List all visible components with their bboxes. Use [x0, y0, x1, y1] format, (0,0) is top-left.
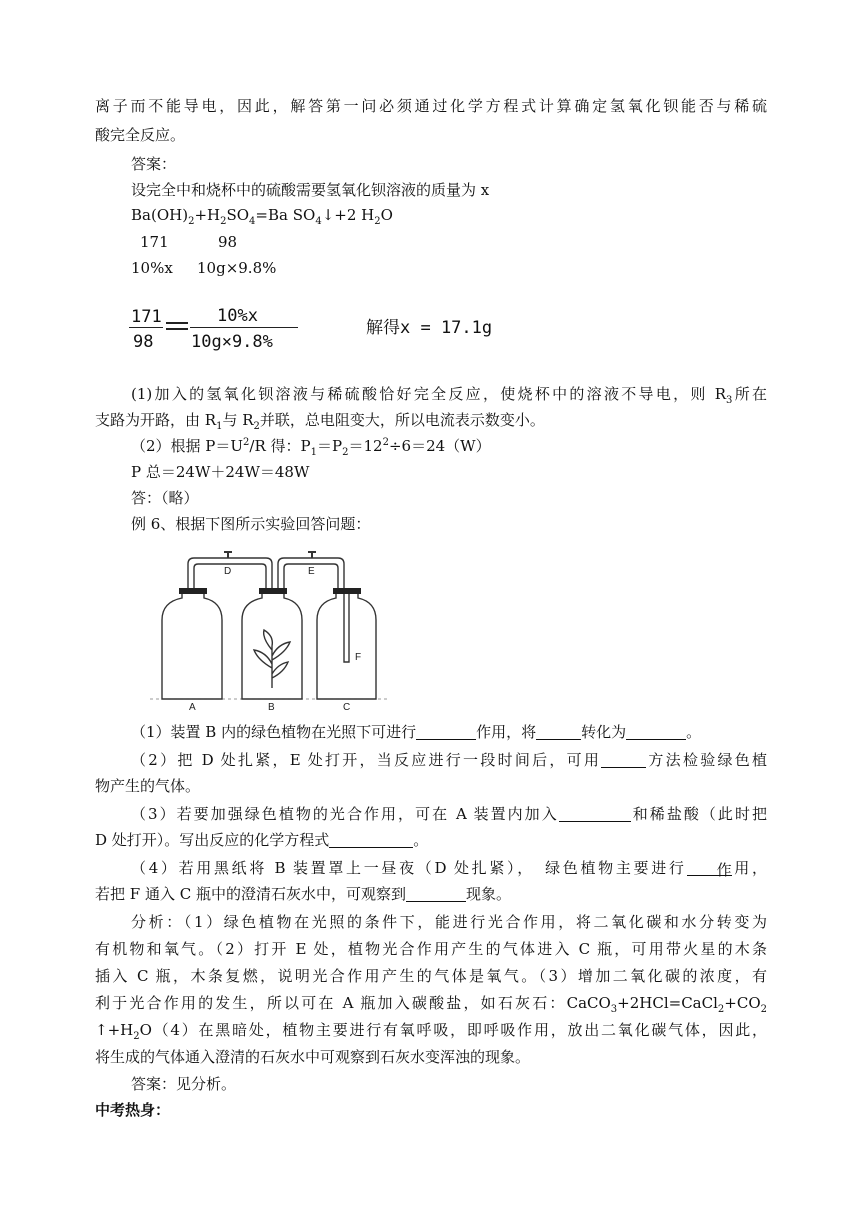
paragraph-line: 酸完全反应。 [95, 126, 186, 144]
fraction-bar [190, 327, 298, 328]
answer-blank[interactable] [329, 831, 413, 848]
fraction-numerator: 171 [131, 307, 162, 327]
question-line: D 处打开）。写出反应的化学方程式 。 [95, 831, 429, 849]
question-line: 若把 F 通入 C 瓶中的澄清石灰水中，可观察到 现象。 [95, 885, 511, 903]
apparatus-diagram [150, 538, 390, 710]
question-line: 物产生的气体。 [95, 777, 201, 795]
chemical-equation: $Ba(OH)_2+H_2SO_4=Ba$ $SO_4↓+2$ $H_2O$ [131, 206, 393, 227]
answer-blank[interactable] [406, 885, 466, 902]
answer-blank[interactable] [601, 751, 646, 768]
answer-label: 答案： [131, 155, 177, 173]
example-title: 例 6、根据下图所示实验回答问题： [131, 515, 371, 533]
equals-sign [166, 328, 188, 330]
stopper-c [333, 588, 361, 594]
tube-f [344, 592, 349, 662]
label-a: A [189, 702, 196, 710]
answer-blank[interactable] [626, 723, 686, 740]
question-line: （2）把 D 处扎紧，E 处打开，当反应进行一段时间后，可用 方法检验绿色植 [131, 751, 767, 769]
fraction-denominator: 98 [133, 332, 154, 352]
section-heading: 中考热身： [95, 1101, 171, 1119]
label-c: C [343, 702, 351, 710]
analysis-line: 分析：（1）绿色植物在光照的条件下，能进行光合作用，将二氧化碳和水分转变为 [131, 913, 767, 931]
analysis-line: 利于光合作用的发生，所以可在 A 瓶加入碳酸盐，如石灰石：$CaCO_3+2HCl=CaCl_2+CO_2$ [95, 994, 767, 1015]
analysis-line: 插入 C 瓶，木条复燃，说明光合作用产生的气体是氧气。（3）增加二氧化碳的浓度，有 [95, 967, 767, 985]
molar-mass: 171 [140, 233, 169, 251]
analysis-line: 将生成的气体通入澄清的石灰水中可观察到石灰水变浑浊的现象。 [95, 1048, 531, 1066]
paragraph-line: 离子而不能导电，因此，解答第一问必须通过化学方程式计算确定氢氧化钡能否与稀硫 [95, 97, 767, 115]
analysis-line: $↑+H_2O(4)$在黑暗处，植物主要进行有氧呼吸，即呼吸作用，放出二氧化碳气体，因此， [95, 1021, 767, 1042]
plant [254, 630, 290, 688]
paragraph-line: 答：（略） [131, 489, 199, 507]
answer-blank[interactable] [416, 723, 476, 740]
stopper-a [179, 588, 207, 594]
answer-blank[interactable]: 作 [687, 859, 732, 876]
question-line: （3）若要加强绿色植物的光合作用，可在 A 装置内加入 和稀盐酸（此时把 [131, 805, 767, 823]
label-b: B [268, 702, 275, 710]
mass-expression: 10g×9.8% [197, 259, 277, 277]
bottle-a [162, 592, 222, 699]
label-f: F [355, 652, 362, 663]
result-text: 解得x = 17.1g [366, 318, 493, 338]
analysis-line: 有机物和氧气。（2）打开 E 处，植物光合作用产生的气体进入 C 瓶，可用带火星的木条 [95, 940, 767, 958]
label-e: E [308, 566, 315, 577]
question-line: （4）若用黑纸将 B 装置罩上一昼夜（D 处扎紧）， 绿色植物主要进行 作 用， [131, 859, 767, 879]
assumption-line: 设完全中和烧杯中的硫酸需要氢氧化钡溶液的质量为 x [131, 181, 490, 199]
paragraph-line: （2）根据 $P=U^2/R$ 得：$P_1=P_2=12^2\div 6=24(W)$ [131, 437, 491, 458]
answer-blank[interactable] [536, 723, 581, 740]
paragraph-line: (1)加入的氢氧化钡溶液与稀硫酸恰好完全反应，使烧杯中的溶液不导电，则 $R_3$所在 [131, 385, 767, 406]
equals-sign [166, 322, 188, 324]
bottle-c [317, 592, 376, 699]
fraction-denominator: 10g×9.8% [191, 332, 273, 352]
question-line: （1）装置 B 内的绿色植物在光照下可进行 作用，将 转化为 。 [131, 723, 702, 741]
mass-expression: 10%x [131, 259, 173, 277]
stopper-b [259, 588, 287, 594]
paragraph-line: 支路为开路，由 $R_1$与 $R_2$并联，总电阻变大，所以电流表示数变小。 [95, 411, 545, 432]
label-d: D [224, 566, 232, 577]
fraction-bar [129, 327, 163, 328]
molar-mass: 98 [218, 233, 238, 251]
answer-line: 答案：见分析。 [131, 1075, 237, 1093]
fraction-numerator: 10%x [217, 306, 258, 326]
answer-blank[interactable] [559, 805, 631, 822]
paragraph-line: P 总＝24W＋24W＝48W [131, 463, 310, 481]
